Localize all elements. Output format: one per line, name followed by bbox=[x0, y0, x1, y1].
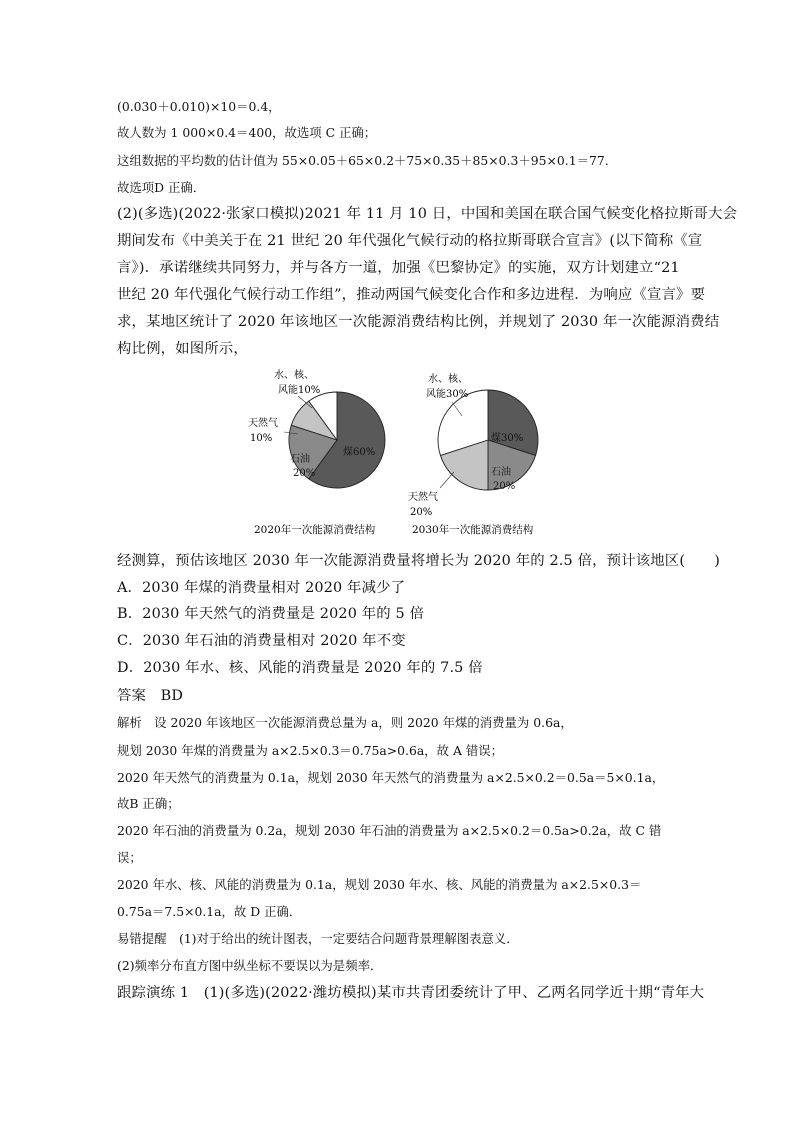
chart1-label-gas-2: 10% bbox=[250, 433, 273, 444]
chart2-label-hydro-1: 水、核、 bbox=[428, 374, 468, 385]
question-line-2: 期间发布《中美关于在 21 世纪 20 年代强化气候行动的格拉斯哥联合宣言》(以下简称《宣 bbox=[117, 233, 703, 249]
leader-line bbox=[440, 472, 454, 488]
analysis-line-6: 误； bbox=[117, 850, 142, 865]
text-line-3: 这组数据的平均数的估计值为 55×0.05＋65×0.2＋75×0.35＋85×0.3＋95×0.1＝77. bbox=[117, 153, 609, 168]
pie-charts-figure bbox=[240, 360, 560, 545]
analysis-line-2: 规划 2030 年煤的消费量为 a×2.5×0.3＝0.75a>0.6a，故 A 错误； bbox=[117, 743, 504, 758]
option-c: C．2030 年石油的消费量相对 2020 年不变 bbox=[117, 633, 406, 649]
chart1-label-oil-2: 20% bbox=[293, 468, 316, 479]
question-line-1: (2)(多选)(2022·张家口模拟)2021 年 11 月 10 日，中国和美国在联合国气候变化格拉斯哥大会 bbox=[117, 206, 738, 222]
chart2-label-oil-1: 石油 bbox=[491, 467, 511, 478]
chart1-title: 2020年一次能源消费结构 bbox=[254, 524, 376, 536]
chart1-label-hydro-1: 水、核、 bbox=[274, 370, 314, 381]
analysis-line-4: 故B 正确； bbox=[117, 796, 180, 811]
analysis-line-7: 2020 年水、核、风能的消费量为 0.1a，规划 2030 年水、核、风能的消费量为 a×2.5×0.3＝ bbox=[117, 877, 642, 892]
chart1-label-hydro-2: 风能10% bbox=[278, 385, 321, 396]
chart1-label-gas-1: 天然气 bbox=[248, 418, 278, 429]
chart1-label-oil-1: 石油 bbox=[290, 454, 310, 465]
chart2-label-hydro-2: 风能30% bbox=[426, 389, 469, 400]
question-line-3: 言》)．承诺继续共同努力，并与各方一道，加强《巴黎协定》的实施，双方计划建立“21 bbox=[117, 260, 680, 276]
question-line-7: 经测算，预估该地区 2030 年一次能源消费量将增长为 2020 年的 2.5 倍，预计该地区( ) bbox=[117, 553, 720, 569]
chart2-label-gas-1: 天然气 bbox=[408, 492, 438, 503]
question-line-5: 求，某地区统计了 2020 年该地区一次能源消费结构比例，并规划了 2030 年一次能源消费结 bbox=[117, 314, 720, 330]
chart2-label-gas-2: 20% bbox=[410, 507, 433, 518]
chart2-title: 2030年一次能源消费结构 bbox=[412, 524, 534, 536]
text-line-2: 故人数为 1 000×0.4＝400，故选项 C 正确； bbox=[117, 125, 377, 140]
chart2-label-oil-2: 20% bbox=[493, 481, 516, 492]
option-d: D．2030 年水、核、风能的消费量是 2020 年的 7.5 倍 bbox=[117, 660, 483, 676]
analysis-line-8: 0.75a＝7.5×0.1a，故 D 正确． bbox=[117, 904, 302, 919]
option-b: B．2030 年天然气的消费量是 2020 年的 5 倍 bbox=[117, 606, 425, 622]
tip-line-2: (2)频率分布直方图中纵坐标不要误以为是频率． bbox=[117, 958, 383, 973]
question-line-4: 世纪 20 年代强化气候行动工作组”，推动两国气候变化合作和多边进程．为响应《宣言》要 bbox=[117, 287, 706, 303]
chart2-label-coal: 煤30% bbox=[491, 433, 524, 444]
answer-line: 答案 BD bbox=[117, 688, 184, 704]
text-line-1: (0.030＋0.010)×10＝0.4， bbox=[117, 99, 281, 114]
analysis-line-3: 2020 年天然气的消费量为 0.1a，规划 2030 年天然气的消费量为 a×2.5×0.2＝0.5a＝5×0.1a， bbox=[117, 770, 665, 785]
tip-line-1: 易错提醒 (1)对于给出的统计图表，一定要结合问题背景理解图表意义． bbox=[117, 931, 519, 946]
text-line-4: 故选项D 正确． bbox=[117, 180, 206, 195]
analysis-line-5: 2020 年石油的消费量为 0.2a，规划 2030 年石油的消费量为 a×2.5×0.2＝0.5a>0.2a，故 C 错 bbox=[117, 823, 662, 838]
chart1-label-coal: 煤60% bbox=[343, 447, 376, 458]
practice-line-1: 跟踪演练 1 (1)(多选)(2022·潍坊模拟)某市共青团委统计了甲、乙两名同学近十期“青年大 bbox=[117, 985, 705, 1001]
question-line-6: 构比例，如图所示， bbox=[117, 341, 248, 357]
analysis-line-1: 解析 设 2020 年该地区一次能源消费总量为 a，则 2020 年煤的消费量为 0.6a， bbox=[117, 715, 573, 730]
option-a: A．2030 年煤的消费量相对 2020 年减少了 bbox=[117, 580, 406, 596]
